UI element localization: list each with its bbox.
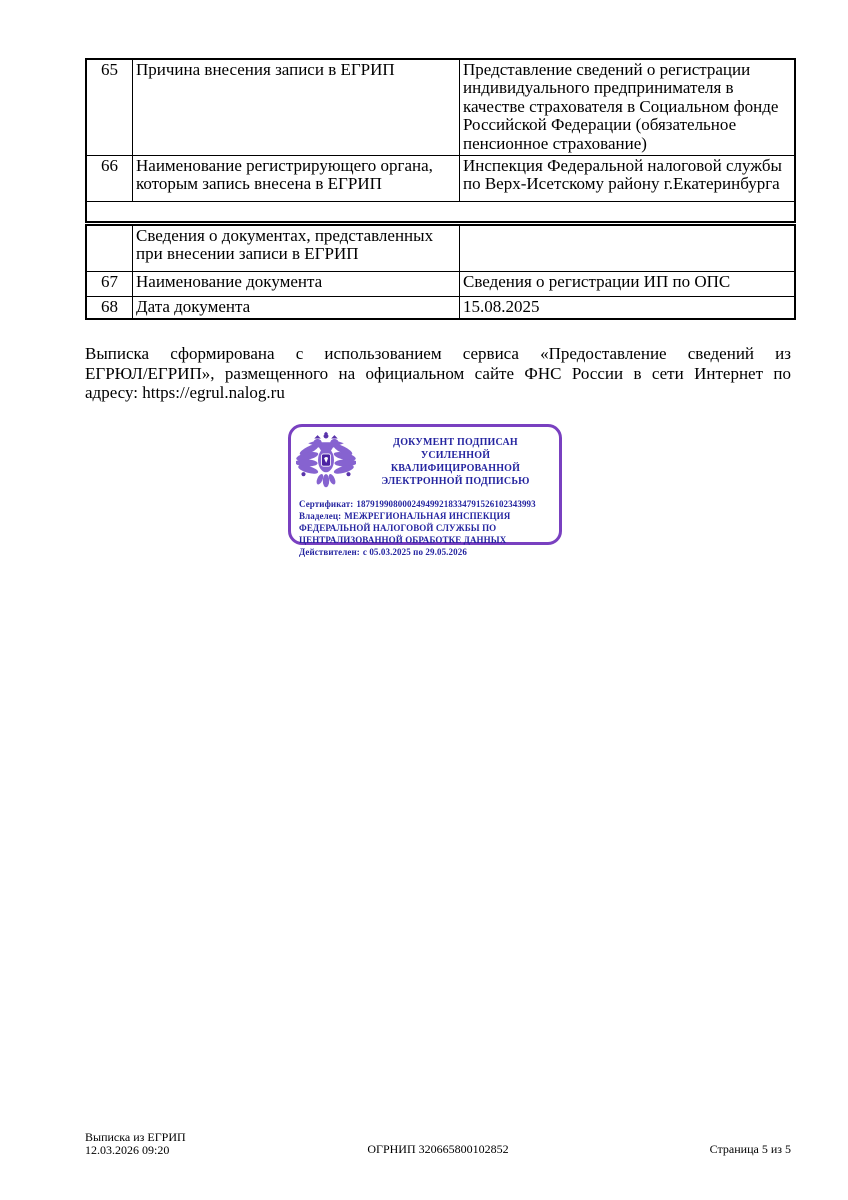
table-row xyxy=(86,156,795,202)
stamp-title xyxy=(356,427,559,488)
table-row xyxy=(86,59,795,156)
record-value: Инспекция Федеральной налоговой службы по Верх-Исетскому району г.Екатеринбурга xyxy=(460,156,796,202)
footer-ogrnip: ОГРНИП 320665800102852 xyxy=(367,1142,509,1156)
table-row xyxy=(86,297,795,320)
section-label: Сведения о документах, представленных при внесении записи в ЕГРИП xyxy=(133,225,460,272)
table-row-empty xyxy=(86,202,795,223)
record-value: 15.08.2025 xyxy=(460,297,796,320)
validity-value: с 05.03.2025 по 29.05.2026 xyxy=(362,547,467,557)
egrip-documents-table xyxy=(85,224,796,320)
footer-page-info: Страница 5 из 5 xyxy=(709,1142,791,1156)
record-number: 67 xyxy=(86,272,133,297)
record-label: Наименование регистрирующего органа, которым запись внесена в ЕГРИП xyxy=(133,156,460,202)
stamp-owner xyxy=(299,510,551,546)
stamp-title-line: ЭЛЕКТРОННОЙ ПОДПИСЬЮ xyxy=(381,476,530,487)
record-number: 65 xyxy=(86,59,133,156)
stamp-certificate xyxy=(299,498,551,510)
record-label: Дата документа xyxy=(133,297,460,320)
service-note xyxy=(85,344,791,403)
footer-doc-type: Выписка из ЕГРИП xyxy=(85,1130,186,1144)
owner-label: Владелец: xyxy=(299,511,342,521)
record-value: Сведения о регистрации ИП по ОПС xyxy=(460,272,796,297)
record-number: 66 xyxy=(86,156,133,202)
certificate-label: Сертификат: xyxy=(299,499,354,509)
record-number xyxy=(86,225,133,272)
electronic-signature-stamp xyxy=(288,424,562,557)
record-label: Наименование документа xyxy=(133,272,460,297)
record-value: Представление сведений о регистрации индивидуального предпринимателя в качестве страхователя в Социальном фонде Российской Федерации (обязательное пенсионное страхование) xyxy=(460,59,796,156)
table-section-row xyxy=(86,225,795,272)
service-note-line: адресу: https://egrul.nalog.ru xyxy=(85,383,285,402)
stamp-title-line: УСИЛЕННОЙ КВАЛИФИЦИРОВАННОЙ xyxy=(390,450,521,474)
service-note-line: Выписка сформирована с использованием сервиса «Предоставление сведений из xyxy=(85,344,791,363)
record-value xyxy=(460,225,796,272)
footer-generated-at: 12.03.2026 09:20 xyxy=(85,1143,170,1157)
record-number: 68 xyxy=(86,297,133,320)
service-note-line: ЕГРЮЛ/ЕГРИП», размещенного на официальном сайте ФНС России в сети Интернет по xyxy=(85,363,791,383)
stamp-title-line: ДОКУМЕНТ ПОДПИСАН xyxy=(393,437,518,448)
validity-label: Действителен: xyxy=(299,547,360,557)
table-row xyxy=(86,272,795,297)
record-label: Причина внесения записи в ЕГРИП xyxy=(133,59,460,156)
coat-of-arms-icon xyxy=(296,430,356,497)
egrip-record-table xyxy=(85,58,796,223)
owner-value: МЕЖРЕГИОНАЛЬНАЯ ИНСПЕКЦИЯ ФЕДЕРАЛЬНОЙ НАЛОГОВОЙ СЛУЖБЫ ПО ЦЕНТРАЛИЗОВАННОЙ ОБРАБОТКЕ ДАННЫХ xyxy=(299,511,511,545)
certificate-value: 187919908000249499218334791526102343993 xyxy=(356,499,536,509)
stamp-validity xyxy=(299,546,551,558)
empty-cell xyxy=(86,202,795,223)
